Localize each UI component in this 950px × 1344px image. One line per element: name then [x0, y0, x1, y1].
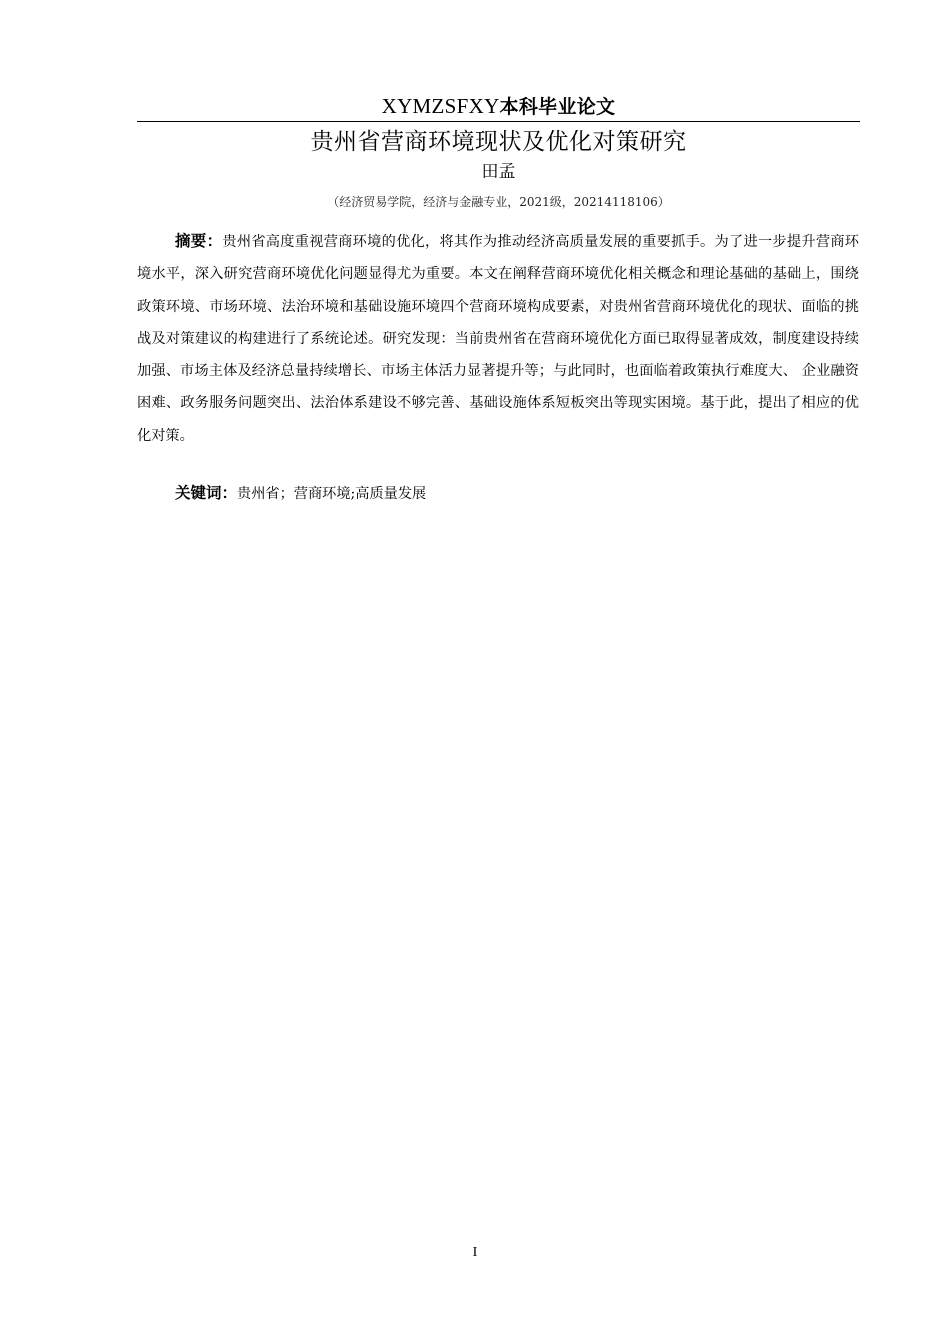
- running-header: [137, 93, 860, 123]
- header-code: XYMZSFXY: [381, 94, 500, 118]
- keywords-line: [175, 477, 859, 510]
- page-number: I: [472, 1245, 478, 1260]
- keywords-text: 贵州省；营商环境;高质量发展: [237, 486, 427, 502]
- abstract-label: 摘要：: [175, 232, 223, 250]
- abstract-paragraph: [137, 225, 859, 452]
- paper-title: 贵州省营商环境现状及优化对策研究: [310, 129, 687, 155]
- header-rule: [137, 121, 860, 122]
- keywords-label: 关键词：: [175, 484, 238, 502]
- header-title: 本科毕业论文: [499, 96, 616, 118]
- author-name: 田孟: [481, 162, 516, 182]
- abstract-text: 贵州省高度重视营商环境的优化，将其作为推动经济高质量发展的重要抓手。为了进一步提升营商环境水平，深入研究营商环境优化问题显得尤为重要。本文在阐释营商环境优化相关概念和理论基础的基础上，围绕政策环境、市场环境、法治环境和基础设施环境四个营商环境构成要素，对贵州省营商环境优化的现状、面临的挑战及对策建议的构建进行了系统论述。研究发现：当前贵州省在营商环境优化方面已取得显著成效，制度建设持续加强、市场主体及经济总量持续增长、市场主体活力显著提升等；与此同时，也面临着政策执行难度大、 企业融资困难、政务服务问题突出、法治体系建设不够完善、基础设施体系短板突出等现实困境。基于此，提出了相应的优化对策。: [137, 234, 859, 444]
- author-affiliation: （经济贸易学院，经济与金融专业，2021级，20214118106）: [327, 195, 670, 209]
